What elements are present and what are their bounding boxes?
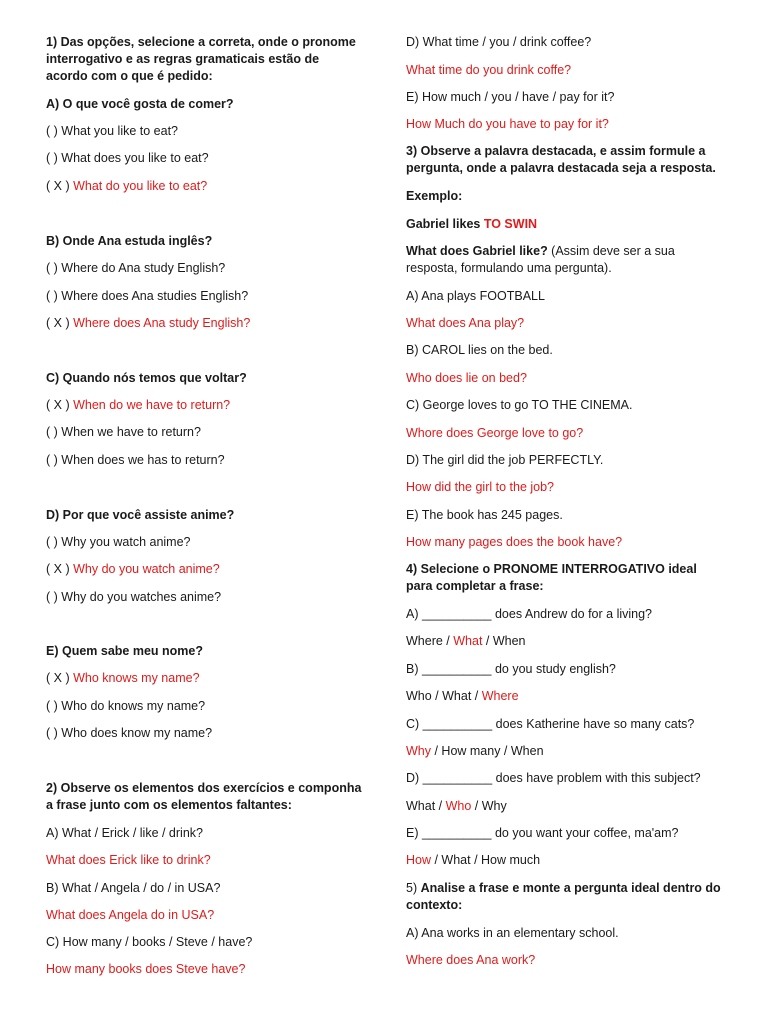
option-text: Where / [406,634,454,648]
q1d-option-2 [46,561,220,578]
q1e-title: E) Quem sabe meu nome? [46,644,203,658]
q2e-answer: How Much do you have to pay for it? [406,117,609,131]
q1c-option-1 [46,397,230,414]
correct-option: What [453,634,483,648]
check-mark: ( X ) [46,316,70,330]
q3e-question: E) The book has 245 pages. [406,508,563,522]
option-text: / When [482,634,526,648]
q3-prompt [406,143,726,177]
check-mark: ( X ) [46,562,70,576]
q2c-question: C) How many / books / Steve / have? [46,935,253,949]
q4e-options [406,852,540,869]
q1b-option-3 [46,315,250,332]
q1b-title: B) Onde Ana estuda inglês? [46,234,213,248]
correct-option: How [406,853,432,867]
example-instruction: (Assim deve ser a sua resposta, formulando uma pergunta). [406,244,675,275]
q3a-answer: What does Ana play? [406,316,525,330]
q3e-answer: How many pages does the book have? [406,535,623,549]
q1b-option-2: ( ) Where does Ana studies English? [46,289,249,303]
q4-prompt [406,561,726,595]
q1a-option-1: ( ) What you like to eat? [46,124,179,138]
q3-text: Observe a palavra destacada, e assim formule a pergunta, onde a palavra destacada seja a resposta. [406,144,716,175]
check-mark: ( X ) [46,671,70,685]
q3-number: 3) [406,144,418,158]
q4-text: Selecione o PRONOME INTERROGATIVO ideal para completar a frase: [406,562,697,593]
q1a-option-2: ( ) What does you like to eat? [46,151,209,165]
q1c-option-3: ( ) When does we has to return? [46,453,225,467]
q5a-answer: Where does Ana work? [406,953,536,967]
q3-example-label: Exemplo: [406,189,463,203]
q1a-title: A) O que você gosta de comer? [46,97,234,111]
q2b-answer: What does Angela do in USA? [46,908,215,922]
q3d-question: D) The girl did the job PERFECTLY. [406,453,604,467]
q2a-question: A) What / Erick / like / drink? [46,826,203,840]
q5-prompt [406,880,726,914]
q4c-options [406,743,544,760]
q5a-question: A) Ana works in an elementary school. [406,926,619,940]
q1e-option-2: ( ) Who do knows my name? [46,699,206,713]
example-question: What does Gabriel like? [406,244,548,258]
q5-text: Analise a frase e monte a pergunta ideal dentro do contexto: [406,881,721,912]
example-text: Gabriel likes [406,217,484,231]
q3c-question: C) George loves to go TO THE CINEMA. [406,398,633,412]
q3c-answer: Whore does George love to go? [406,426,584,440]
q4a-options [406,633,526,650]
q2-text: Observe os elementos dos exercícios e componha a frase junto com os elementos faltantes: [46,781,362,812]
correct-answer: What do you like to eat? [73,179,208,193]
q2e-question: E) How much / you / have / pay for it? [406,90,615,104]
q4d-options [406,798,507,815]
q4b-question: B) __________ do you study english? [406,662,616,676]
correct-option: Where [481,689,519,703]
q1d-title: D) Por que você assiste anime? [46,508,235,522]
option-text: / Why [471,799,507,813]
correct-answer: When do we have to return? [73,398,231,412]
option-text: / How many / When [431,744,544,758]
q2-number: 2) [46,781,58,795]
q1e-option-1 [46,670,200,687]
q4a-question: A) __________ does Andrew do for a living? [406,607,653,621]
q2c-answer: How many books does Steve have? [46,962,246,976]
check-mark: ( X ) [46,398,70,412]
q4d-question: D) __________ does have problem with this subject? [406,771,701,785]
option-text: What / [406,799,446,813]
q1-number: 1) [46,35,58,49]
q4-number: 4) [406,562,418,576]
q2a-answer: What does Erick like to drink? [46,853,211,867]
q1-prompt [46,34,364,85]
q2d-answer: What time do you drink coffe? [406,63,572,77]
q2d-question: D) What time / you / drink coffee? [406,35,592,49]
q3-example-sentence [406,216,537,233]
correct-option: Why [406,744,431,758]
highlighted-word: TO SWIN [483,217,538,231]
q1b-option-1: ( ) Where do Ana study English? [46,261,226,275]
q5-number: 5) [406,881,418,895]
q1-text: Das opções, selecione a correta, onde o pronome interrogativo e as regras gramaticais estão de acordo com o que é pedido: [46,35,356,83]
q2b-question: B) What / Angela / do / in USA? [46,881,221,895]
q2-prompt [46,780,364,814]
q4e-question: E) __________ do you want your coffee, ma'am? [406,826,679,840]
check-mark: ( X ) [46,179,70,193]
q3-example-question [406,243,726,277]
q1d-option-1: ( ) Why you watch anime? [46,535,191,549]
q1c-option-2: ( ) When we have to return? [46,425,201,439]
option-text: / What / How much [431,853,541,867]
correct-option: Who [445,799,472,813]
option-text: Who / What / [406,689,482,703]
q1d-option-3: ( ) Why do you watches anime? [46,590,222,604]
correct-answer: Why do you watch anime? [73,562,220,576]
q4b-options [406,688,519,705]
q3b-question: B) CAROL lies on the bed. [406,343,553,357]
q4c-question: C) __________ does Katherine have so many cats? [406,717,695,731]
correct-answer: Who knows my name? [73,671,200,685]
q1e-option-3: ( ) Who does know my name? [46,726,213,740]
q3d-answer: How did the girl to the job? [406,480,555,494]
q1c-title: C) Quando nós temos que voltar? [46,371,247,385]
q1a-option-3 [46,178,207,195]
correct-answer: Where does Ana study English? [73,316,251,330]
q3b-answer: Who does lie on bed? [406,371,527,385]
q3a-question: A) Ana plays FOOTBALL [406,289,545,303]
